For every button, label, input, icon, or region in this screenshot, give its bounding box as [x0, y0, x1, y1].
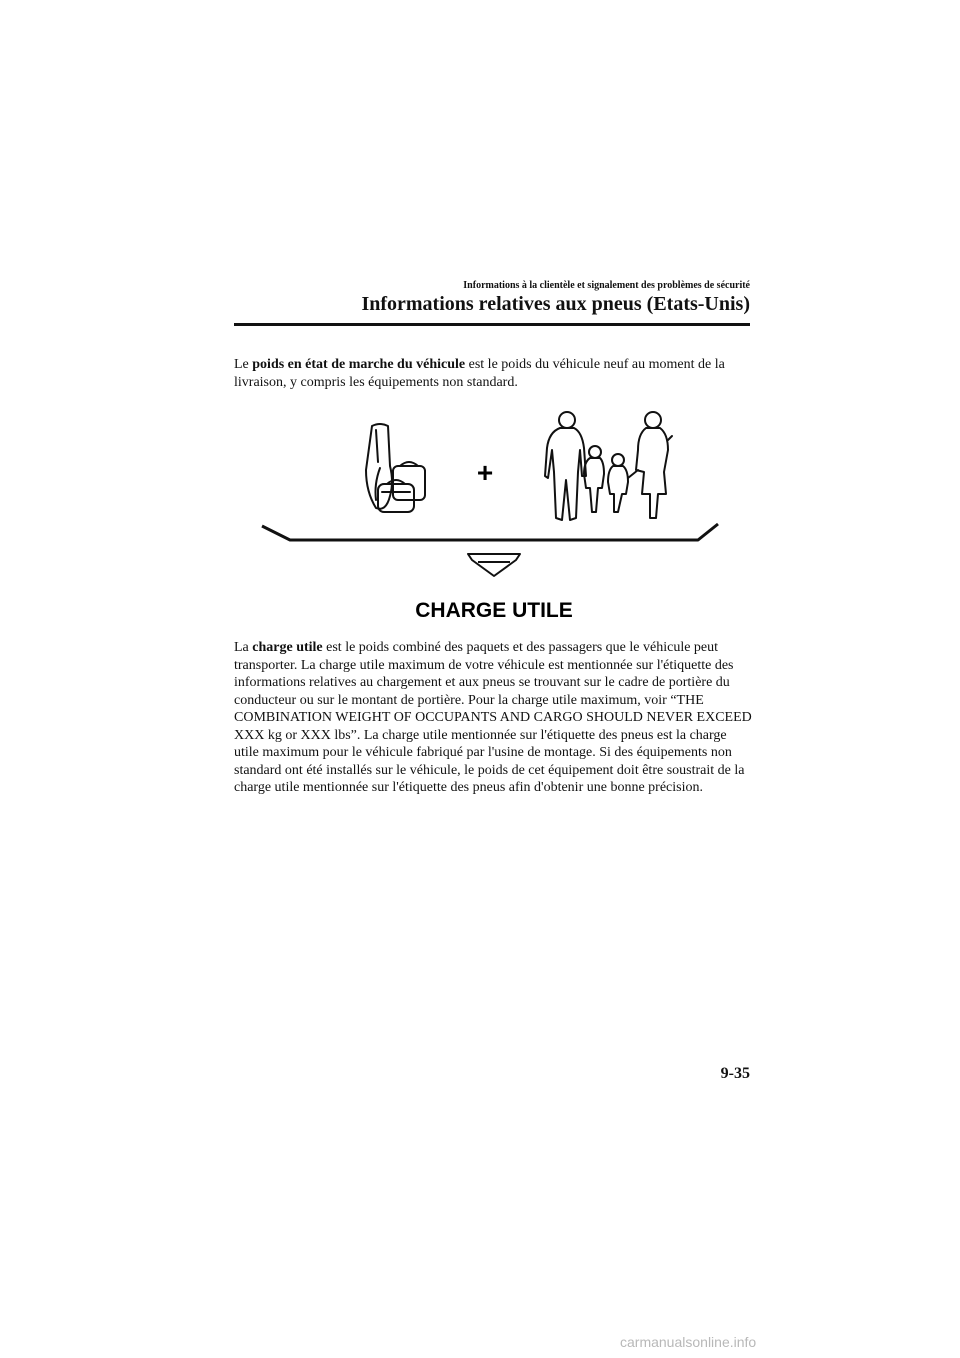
bracket-line: [262, 524, 718, 540]
header-rule: [234, 323, 750, 326]
para1-text: est le poids du véhicule neuf au moment de la livraison, y compris les équipements non standard.: [234, 357, 725, 390]
para2-lead: La: [234, 640, 253, 655]
luggage-icon: [366, 424, 425, 512]
section-subtitle: Informations à la clientèle et signalement des problèmes de sécurité: [463, 280, 750, 291]
watermark: carmanualsonline.info: [620, 1334, 757, 1350]
page-title: Informations relatives aux pneus (Etats-Unis): [361, 293, 750, 315]
para2-bold-term: charge utile: [252, 640, 323, 655]
page-number: 9-35: [720, 1065, 750, 1082]
para1-lead: Le: [234, 357, 253, 372]
down-arrow-icon: [468, 554, 520, 576]
para1-bold-term: poids en état de marche du véhicule: [252, 357, 466, 372]
paragraph-payload: [234, 639, 754, 797]
payload-illustration: [240, 400, 740, 640]
para2-text: est le poids combiné des paquets et des passagers que le véhicule peut transporter. La charge utile maximum de votre véhicule est mentionnée sur l'étiquette des informations relatives au chargement et aux pneus se trouvant sur le cadre de portière du conducteur ou sur le montant de portière. Pour la charge utile maximum, voir “THE COMBINATION WEIGHT OF OCCUPANTS AND CARGO SHOULD NEVER EXCEED XXX kg or XXX lbs”. La charge utile mentionnée sur l'étiquette des pneus est la charge utile maximum pour le véhicule fabriqué par l'usine de montage. Si des équipements non standard ont été installés sur le véhicule, le poids de cet équipement doit être soustrait de la charge utile mentionnée sur l'étiquette des pneus afin d'obtenir une bonne précision.: [234, 640, 752, 795]
family-silhouette-icon: [545, 412, 672, 520]
charge-utile-label: CHARGE UTILE: [415, 599, 573, 622]
plus-sign: +: [476, 457, 494, 488]
paragraph-curb-weight: [234, 356, 754, 391]
